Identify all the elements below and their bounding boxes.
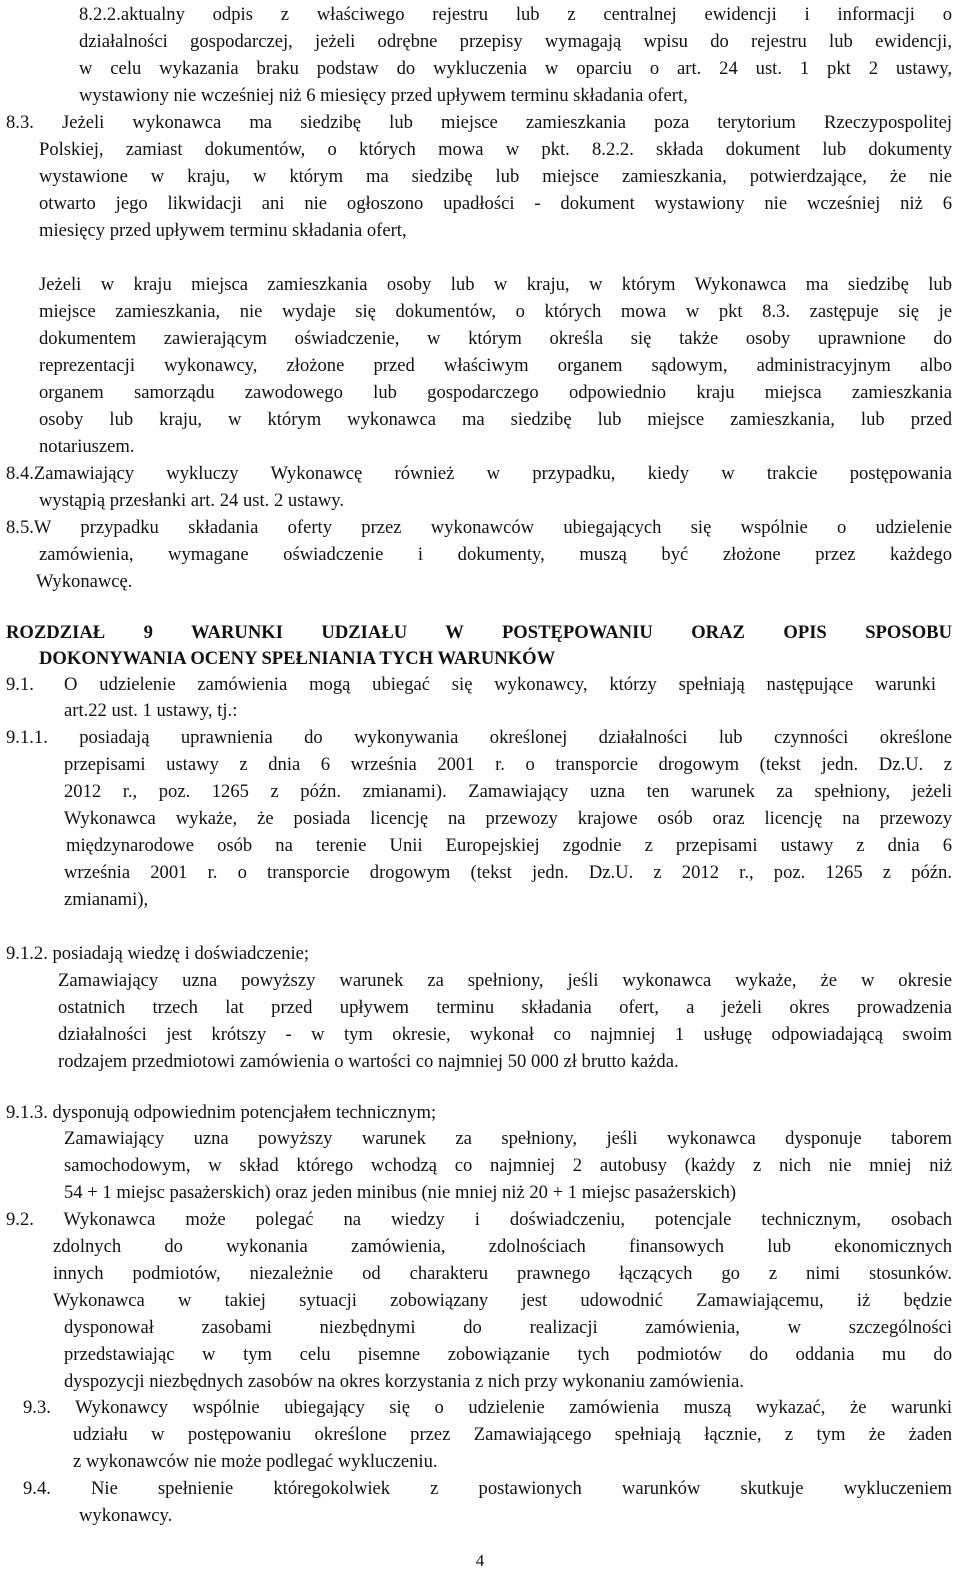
text-line: reprezentacji wykonawcy, złożone przed właściwym organem sądowym, administracyjnym albo: [39, 355, 952, 376]
text-line: Jeżeli w kraju miejsca zamieszkania osoby lub w kraju, w którym Wykonawca ma siedzibę lub: [39, 274, 952, 295]
text-line: zdolnych do wykonania zamówienia, zdolnościach finansowych lub ekonomicznych: [53, 1236, 952, 1257]
text-line: 8.3. Jeżeli wykonawca ma siedzibę lub miejsce zamieszkania poza terytorium Rzeczypospolitej: [6, 112, 952, 133]
text-line: 9.4. Nie spełnienie któregokolwiek z postawionych warunków skutkuje wykluczeniem: [23, 1478, 952, 1499]
text-line: 8.5.W przypadku składania oferty przez wykonawców ubiegających się wspólnie o udzielenie: [6, 517, 952, 538]
text-line: 9.2. Wykonawca może polegać na wiedzy i doświadczeniu, potencjale technicznym, osobach: [6, 1209, 952, 1230]
text-line: samochodowym, w skład którego wchodzą co najmniej 2 autobusy (każdy z nich nie mniej niż: [64, 1155, 952, 1176]
text-line: zamówienia, wymagane oświadczenie i dokumenty, muszą być złożone przez każdego: [39, 544, 952, 565]
text-line: dyspozycji niezbędnych zasobów na okres korzystania z nich przy wykonaniu zamówienia.: [64, 1371, 744, 1392]
text-line: art.22 ust. 1 ustawy, tj.:: [64, 700, 238, 721]
text-line: wystąpią przesłanki art. 24 ust. 2 ustawy.: [39, 490, 345, 511]
text-line: miesięcy przed upływem terminu składania ofert,: [39, 220, 407, 241]
text-line: działalności gospodarczej, jeżeli odrębne przepisy wymagają wpisu do rejestru lub ewidencji,: [79, 31, 952, 52]
section-heading: ROZDZIAŁ 9 WARUNKI UDZIAŁU W POSTĘPOWANIU ORAZ OPIS SPOSOBU: [6, 622, 952, 643]
text-line: międzynarodowe osób na terenie Unii Europejskiej zgodnie z przepisami ustawy z dnia 6: [66, 835, 952, 856]
text-line: przedstawiając w tym celu pisemne zobowiązanie tych podmiotów do oddania mu do: [64, 1344, 952, 1365]
text-line: 2012 r., poz. 1265 z późn. zmianami). Zamawiający uzna ten warunek za spełniony, jeżeli: [64, 781, 952, 802]
text-line: udziału w postępowaniu określone przez Zamawiającego spełniają łącznie, z tym że żaden: [73, 1424, 952, 1445]
text-line: osoby lub kraju, w którym wykonawca ma siedzibę lub miejsce zamieszkania, lub przed: [39, 409, 952, 430]
text-line: przepisami ustawy z dnia 6 września 2001 r. o transporcie drogowym (tekst jedn. Dz.U. z: [64, 754, 952, 775]
text-line: 9.1.1. posiadają uprawnienia do wykonywania określonej działalności lub czynności określone: [6, 727, 952, 748]
text-line: dokumentem zawierającym oświadczenie, w którym określa się także osoby uprawnione do: [39, 328, 952, 349]
text-line: z wykonawców nie może podlegać wykluczeniu.: [73, 1451, 438, 1472]
text-line: 8.4.Zamawiający wykluczy Wykonawcę również w przypadku, kiedy w trakcie postępowania: [6, 463, 952, 484]
text-line: rodzajem przedmiotowi zamówienia o wartości co najmniej 50 000 zł brutto każda.: [58, 1051, 679, 1072]
text-line: 9.1.: [6, 674, 34, 695]
text-line: 9.3. Wykonawcy wspólnie ubiegający się o udzielenie zamówienia muszą wykazać, że warunki: [23, 1397, 952, 1418]
text-line: otwarto jego likwidacji ani nie ogłoszono upadłości - dokument wystawiony nie wcześniej niż 6: [39, 193, 952, 214]
text-line: 8.2.2.aktualny odpis z właściwego rejestru lub z centralnej ewidencji i informacji o: [79, 4, 952, 25]
text-line: Polskiej, zamiast dokumentów, o których mowa w pkt. 8.2.2. składa dokument lub dokumenty: [39, 139, 952, 160]
text-line: zmianami),: [64, 889, 149, 910]
text-line: wystawiony nie wcześniej niż 6 miesięcy przed upływem terminu składania ofert,: [79, 85, 688, 106]
text-line: w celu wykazania braku podstaw do wykluczenia w oparciu o art. 24 ust. 1 pkt 2 ustawy,: [79, 58, 952, 79]
text-line: 9.1.2. posiadają wiedzę i doświadczenie;: [6, 943, 310, 964]
text-line: Wykonawca wykaże, że posiada licencję na przewozy krajowe osób oraz licencję na przewozy: [64, 808, 952, 829]
text-line: O udzielenie zamówienia mogą ubiegać się wykonawcy, którzy spełniają następujące warunki: [64, 674, 936, 695]
text-line: Zamawiający uzna powyższy warunek za spełniony, jeśli wykonawca wykaże, że w okresie: [58, 970, 952, 991]
text-line: wykonawcy.: [79, 1505, 173, 1526]
text-line: działalności jest krótszy - w tym okresie, wykonał co najmniej 1 usługę odpowiadającą swoim: [58, 1024, 952, 1045]
text-line: Wykonawca w takiej sytuacji zobowiązany jest udowodnić Zamawiającemu, iż będzie: [53, 1290, 952, 1311]
text-line: notariuszem.: [39, 436, 135, 457]
text-line: września 2001 r. o transporcie drogowym (tekst jedn. Dz.U. z 2012 r., poz. 1265 z późn.: [64, 862, 952, 883]
text-line: 9.1.3. dysponują odpowiednim potencjałem technicznym;: [6, 1102, 437, 1123]
text-line: organem samorządu zawodowego lub gospodarczego odpowiednio kraju miejsca zamieszkania: [39, 382, 952, 403]
text-line: Zamawiający uzna powyższy warunek za spełniony, jeśli wykonawca dysponuje taborem: [64, 1128, 952, 1149]
text-line: wystawione w kraju, w którym ma siedzibę lub miejsce zamieszkania, potwierdzające, że nie: [39, 166, 952, 187]
text-line: innych podmiotów, niezależnie od charakteru prawnego łączących go z nimi stosunków.: [53, 1263, 952, 1284]
text-line: Wykonawcę.: [36, 571, 133, 592]
section-heading: DOKONYWANIA OCENY SPEŁNIANIA TYCH WARUNKÓW: [39, 648, 556, 669]
text-line: ostatnich trzech lat przed upływem terminu składania ofert, a jeżeli okres prowadzenia: [58, 997, 952, 1018]
text-line: miejsce zamieszkania, nie wydaje się dokumentów, o których mowa w pkt 8.3. zastępuje się je: [39, 301, 952, 322]
page-number: 4: [475, 1551, 485, 1570]
text-line: 54 + 1 miejsc pasażerskich) oraz jeden minibus (nie mniej niż 20 + 1 miejsc pasażerskich): [64, 1182, 737, 1203]
text-line: dysponował zasobami niezbędnymi do realizacji zamówienia, w szczególności: [64, 1317, 952, 1338]
